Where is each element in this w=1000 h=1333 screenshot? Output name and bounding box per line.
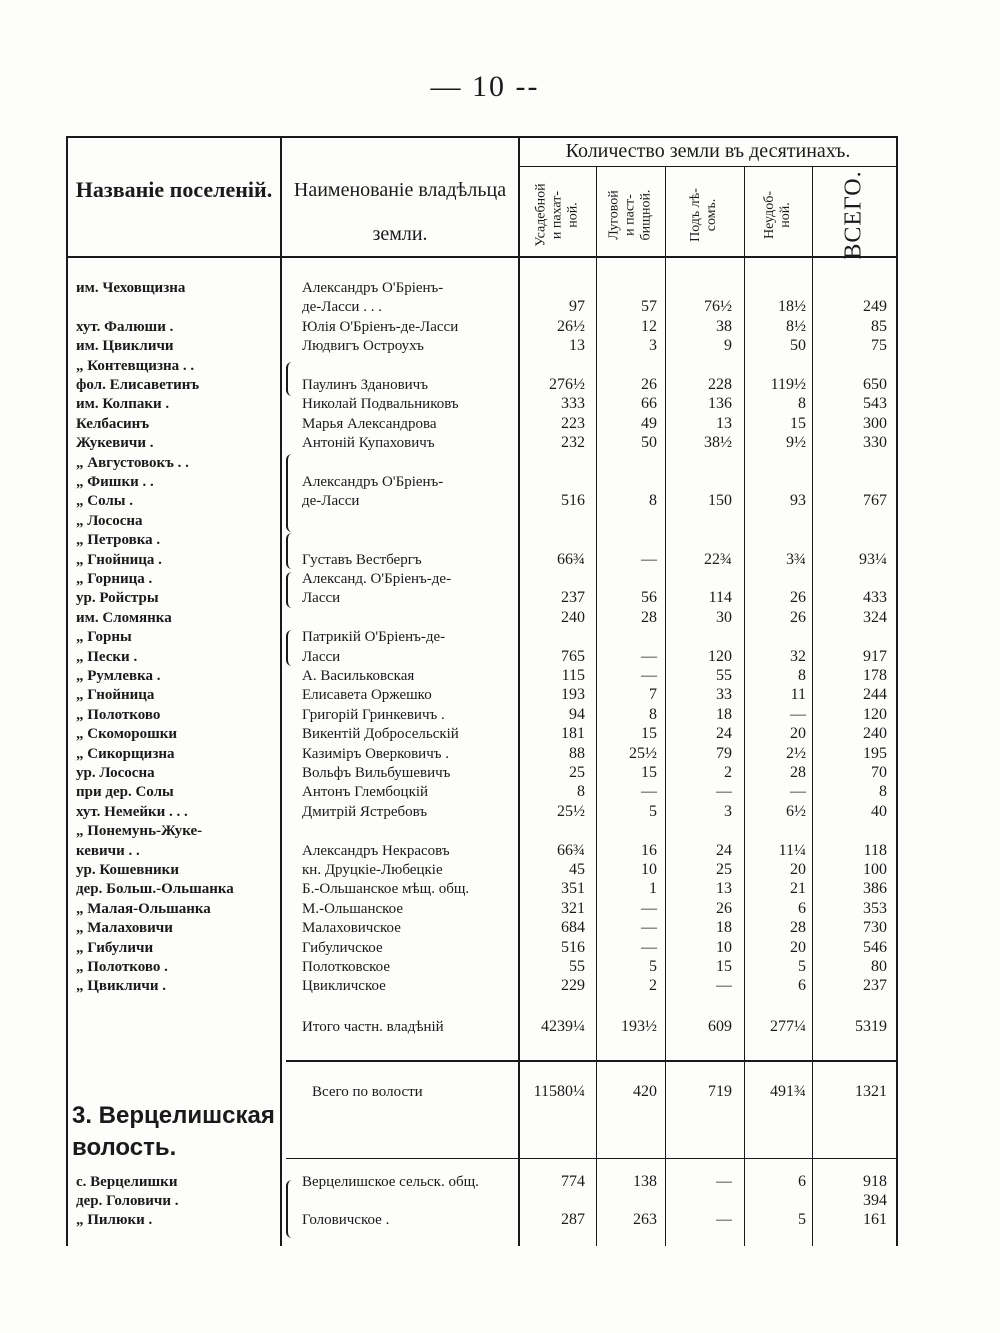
cell-owner: Густавъ Вестбергъ xyxy=(302,551,422,568)
table-row xyxy=(0,666,1000,686)
cell-settlement: „ Полотково xyxy=(76,706,161,723)
cell-owner: Вольфъ Вильбушевичъ xyxy=(302,765,451,781)
cell-arable: 229 xyxy=(561,977,585,995)
cell-meadow: 16 xyxy=(641,841,657,859)
cell-forest: 609 xyxy=(708,1018,732,1035)
cell-settlement: фол. Елисаветинъ xyxy=(76,377,200,393)
cell-arable: 333 xyxy=(561,395,585,413)
cell-settlement: „ Гнойница xyxy=(76,687,155,704)
cell-owner: Григорій Гринкевичъ . xyxy=(302,706,445,723)
cell-meadow: 420 xyxy=(633,1083,657,1100)
table-row xyxy=(0,375,1000,395)
cell-total: 5319 xyxy=(855,1018,887,1035)
table-row xyxy=(0,685,1000,705)
cell-unusable: 8 xyxy=(798,395,806,413)
cell-settlement: „ Лососна xyxy=(76,512,143,529)
cell-owner: Гибуличское xyxy=(302,939,383,956)
cell-total: 244 xyxy=(863,686,887,704)
cell-forest: 120 xyxy=(708,647,732,665)
cell-settlement: ур. Ройстры xyxy=(76,590,159,607)
cell-owner: Елисавета Оржешко xyxy=(302,687,432,704)
table-row xyxy=(0,1191,1000,1211)
cell-arable: 25 xyxy=(569,764,585,781)
cell-total: 178 xyxy=(863,667,887,684)
cell-meadow: 15 xyxy=(641,725,657,743)
cell-meadow: 7 xyxy=(649,686,657,704)
table-row xyxy=(0,453,1000,473)
cell-arable: 26½ xyxy=(557,317,585,335)
cell-forest: — xyxy=(716,1211,732,1228)
cell-forest: 13 xyxy=(716,414,732,432)
cell-unusable: 21 xyxy=(790,880,806,898)
cell-owner: Казиміръ Оверковичъ . xyxy=(302,745,450,762)
cell-owner: кн. Друцкіе-Любецкіе xyxy=(302,862,443,878)
cell-settlement: ур. Лососна xyxy=(76,765,155,781)
cell-unusable: 20 xyxy=(790,938,806,956)
cell-arable: 774 xyxy=(561,1173,585,1190)
cell-meadow: 5 xyxy=(649,958,657,975)
cell-owner: Викентій Добросельскій xyxy=(302,726,459,743)
section-title: 3. Верцелишская волость. xyxy=(72,1102,275,1161)
cell-settlement: при дер. Солы xyxy=(76,784,174,801)
table-row xyxy=(0,841,1000,861)
cell-unusable: 11 xyxy=(790,686,806,704)
cell-settlement: „ Малаховичи xyxy=(76,920,173,937)
cell-forest: 55 xyxy=(716,667,732,684)
cell-arable: 516 xyxy=(561,492,585,510)
cell-settlement: „ Горны xyxy=(76,629,132,646)
cell-arable: 45 xyxy=(569,861,585,878)
cell-owner: Антоній Купаховичъ xyxy=(302,435,435,452)
cell-settlement: кевичи . . xyxy=(76,842,140,859)
cell-meadow: 138 xyxy=(633,1173,657,1190)
cell-unusable: 6½ xyxy=(786,802,806,820)
cell-settlement: „ Скоморошки xyxy=(76,726,178,743)
cell-unusable: 8 xyxy=(798,667,806,684)
cell-unusable: 15 xyxy=(790,414,806,432)
cell-owner: Александ. О'Бріенъ-де- xyxy=(302,571,452,587)
table-row xyxy=(0,588,1000,608)
cell-forest: 136 xyxy=(708,395,732,413)
cell-settlement: „ Августовокъ . . xyxy=(76,454,189,471)
cell-unusable: 5 xyxy=(798,1211,806,1228)
header-col-meadow: Луговой и паст- бищной. xyxy=(606,189,654,240)
cell-total: 85 xyxy=(871,317,887,335)
volost-total-label: Всего по волости xyxy=(312,1084,423,1100)
cell-meadow: — xyxy=(641,938,657,956)
cell-unusable: 26 xyxy=(790,589,806,607)
cell-owner: Б.-Ольшанское мѣщ. общ. xyxy=(302,881,470,898)
cell-arable: 115 xyxy=(561,667,585,684)
table-row xyxy=(0,433,1000,453)
cell-settlement: „ Гнойница . xyxy=(76,551,162,568)
cell-settlement: Жукевичи . xyxy=(76,435,154,452)
table-row xyxy=(0,938,1000,958)
cell-owner: Дмитрій Ястребовъ xyxy=(302,803,428,820)
cell-arable: 4239¼ xyxy=(541,1018,585,1035)
cell-unusable: — xyxy=(790,783,806,801)
cell-owner: А. Васильковская xyxy=(302,668,415,684)
cell-total: 75 xyxy=(871,337,887,355)
cell-unusable: 6 xyxy=(798,899,806,917)
cell-unusable: 491¾ xyxy=(770,1083,806,1100)
cell-owner: де-Ласси xyxy=(302,493,360,510)
private-total-label: Итого частн. владѣній xyxy=(302,1019,444,1035)
cell-forest: 18 xyxy=(716,705,732,723)
cell-unusable: 20 xyxy=(790,725,806,743)
cell-owner: Александръ О'Бріенъ- xyxy=(302,474,444,490)
cell-unusable: 2½ xyxy=(786,744,806,762)
header-quantity: Количество земли въ десятинахъ. xyxy=(565,140,851,162)
cell-meadow: 263 xyxy=(633,1211,657,1228)
cell-forest: 9 xyxy=(724,337,732,355)
header-col-arable: Усадебной и пахат- ной. xyxy=(534,182,581,247)
table-row xyxy=(0,608,1000,628)
table-row xyxy=(0,550,1000,570)
cell-settlement: им. Цвикличи xyxy=(76,338,174,355)
cell-owner: М.-Ольшанское xyxy=(302,900,404,917)
cell-settlement: „ Понемунь-Жуке- xyxy=(76,823,203,840)
cell-settlement: Келбасинъ xyxy=(76,415,150,432)
cell-settlement: дер. Больш.-Ольшанка xyxy=(76,881,234,898)
cell-total: 161 xyxy=(863,1211,887,1228)
cell-settlement: „ Горница . xyxy=(76,571,153,587)
cell-unusable: 6 xyxy=(798,1173,806,1190)
private-total-divider xyxy=(286,1060,898,1062)
cell-owner: Марья Александрова xyxy=(302,415,437,432)
cell-settlement: дер. Головичи . xyxy=(76,1193,179,1209)
cell-forest: 24 xyxy=(716,841,732,859)
table-row xyxy=(0,297,1000,317)
cell-total: 386 xyxy=(863,880,887,898)
cell-arable: 223 xyxy=(561,414,585,432)
cell-owner: Людвигъ Остроухъ xyxy=(302,338,424,355)
cell-arable: 351 xyxy=(561,880,585,898)
table-row xyxy=(0,899,1000,919)
cell-meadow: — xyxy=(641,647,657,665)
cell-total: 1321 xyxy=(855,1083,887,1100)
table-row xyxy=(0,394,1000,414)
cell-owner: Ласси xyxy=(302,590,341,607)
table-row xyxy=(0,336,1000,356)
cell-forest: 228 xyxy=(708,376,732,393)
cell-total: 249 xyxy=(863,298,887,316)
cell-forest: 10 xyxy=(716,938,732,956)
cell-owner: де-Ласси . . . xyxy=(302,299,382,316)
cell-arable: 684 xyxy=(561,919,585,937)
quantity-header-divider xyxy=(520,166,898,167)
header-settlement: Названіе поселеній. xyxy=(75,177,273,202)
cell-arable: 66¾ xyxy=(557,841,585,859)
cell-unusable: 9½ xyxy=(786,434,806,452)
cell-unusable: 20 xyxy=(790,861,806,878)
cell-settlement: им. Сломянка xyxy=(76,609,172,626)
cell-meadow: 25½ xyxy=(629,744,657,762)
cell-arable: 66¾ xyxy=(557,550,585,568)
cell-forest: 33 xyxy=(716,686,732,704)
table-row xyxy=(0,705,1000,725)
cell-forest: — xyxy=(716,783,732,801)
cell-meadow: 2 xyxy=(649,977,657,995)
cell-meadow: 56 xyxy=(641,589,657,607)
cell-arable: 8 xyxy=(577,783,585,801)
cell-meadow: 28 xyxy=(641,608,657,626)
cell-settlement: „ Малая-Ольшанка xyxy=(76,900,211,917)
cell-meadow: 26 xyxy=(641,376,657,393)
cell-total: 917 xyxy=(863,647,887,665)
cell-unusable: 28 xyxy=(790,764,806,781)
table-row xyxy=(0,627,1000,647)
table-row xyxy=(0,821,1000,841)
cell-settlement: „ Петровка . xyxy=(76,532,161,549)
private-total-row xyxy=(0,1017,1000,1037)
cell-meadow: 10 xyxy=(641,861,657,878)
table-row xyxy=(0,724,1000,744)
cell-unusable: 50 xyxy=(790,337,806,355)
table-row xyxy=(0,472,1000,492)
cell-total: 237 xyxy=(863,977,887,995)
cell-owner: Патрикій О'Бріенъ-де- xyxy=(302,629,446,646)
cell-arable: 25½ xyxy=(557,802,585,820)
header-col-unusable: Неудоб- ной. xyxy=(762,190,794,239)
cell-settlement: „ Гибуличи xyxy=(76,939,154,956)
cell-unusable: 277¼ xyxy=(770,1018,806,1035)
cell-settlement: „ Румлевка . xyxy=(76,668,161,684)
cell-total: 70 xyxy=(871,764,887,781)
table-row xyxy=(0,491,1000,511)
table-row xyxy=(0,879,1000,899)
cell-total: 240 xyxy=(863,725,887,743)
cell-settlement: „ Солы . xyxy=(76,493,134,510)
header-col-forest: Подъ лѣ- сомъ. xyxy=(688,187,720,242)
cell-total: 433 xyxy=(863,589,887,607)
cell-total: 767 xyxy=(863,492,887,510)
table-row xyxy=(0,860,1000,880)
cell-settlement: им. Чеховщизна xyxy=(76,280,186,296)
cell-owner: Верцелишское сельск. общ. xyxy=(302,1174,479,1190)
cell-settlement: хут. Немейки . . . xyxy=(76,803,188,820)
cell-meadow: 12 xyxy=(641,317,657,335)
cell-owner: Николай Подвальниковъ xyxy=(302,396,459,413)
cell-arable: 276½ xyxy=(549,376,585,393)
cell-meadow: — xyxy=(641,919,657,937)
cell-forest: 76½ xyxy=(704,298,732,316)
cell-arable: 94 xyxy=(569,705,585,723)
cell-total: 300 xyxy=(863,414,887,432)
cell-arable: 193 xyxy=(561,686,585,704)
cell-forest: 38 xyxy=(716,317,732,335)
cell-forest: 38½ xyxy=(704,434,732,452)
cell-unusable: 6 xyxy=(798,977,806,995)
cell-settlement: „ Фишки . . xyxy=(76,474,154,490)
table-row xyxy=(0,569,1000,589)
cell-total: 353 xyxy=(863,899,887,917)
cell-unusable: 8½ xyxy=(786,317,806,335)
cell-owner: Полотковское xyxy=(302,959,391,975)
cell-arable: 516 xyxy=(561,938,585,956)
cell-meadow: — xyxy=(641,667,657,684)
cell-total: 730 xyxy=(863,919,887,937)
cell-meadow: 49 xyxy=(641,414,657,432)
cell-forest: 25 xyxy=(716,861,732,878)
cell-total: 93¼ xyxy=(859,550,887,568)
cell-meadow: 1 xyxy=(649,880,657,898)
volost-total-row xyxy=(0,1082,1000,1102)
cell-unusable: 5 xyxy=(798,958,806,975)
cell-forest: — xyxy=(716,1173,732,1190)
cell-meadow: 50 xyxy=(641,434,657,452)
cell-total: 40 xyxy=(871,802,887,820)
cell-owner: Малаховичское xyxy=(302,920,401,937)
volost-total-divider xyxy=(286,1158,898,1159)
cell-meadow: 8 xyxy=(649,492,657,510)
cell-forest: 150 xyxy=(708,492,732,510)
cell-meadow: 5 xyxy=(649,802,657,820)
cell-settlement: „ Пески . xyxy=(76,648,138,665)
cell-meadow: 66 xyxy=(641,395,657,413)
cell-total: 118 xyxy=(863,841,887,859)
cell-owner: Александръ О'Бріенъ- xyxy=(302,280,444,296)
cell-settlement: „ Пилюки . xyxy=(76,1212,153,1228)
table-row xyxy=(0,744,1000,764)
cell-forest: 15 xyxy=(716,958,732,975)
cell-meadow: — xyxy=(641,550,657,568)
cell-meadow: 15 xyxy=(641,764,657,781)
table-row xyxy=(0,918,1000,938)
table-row xyxy=(0,414,1000,434)
table-row xyxy=(0,1172,1000,1192)
cell-unusable: 11¼ xyxy=(778,841,806,859)
cell-total: 120 xyxy=(863,705,887,723)
cell-meadow: 3 xyxy=(649,337,657,355)
cell-arable: 88 xyxy=(569,744,585,762)
cell-unusable: 28 xyxy=(790,919,806,937)
cell-settlement: „ Контевщизна . . xyxy=(76,357,195,374)
table-row xyxy=(0,957,1000,977)
table-row xyxy=(0,782,1000,802)
cell-forest: 30 xyxy=(716,608,732,626)
cell-total: 8 xyxy=(879,783,887,801)
cell-meadow: 8 xyxy=(649,705,657,723)
cell-settlement: ур. Кошевники xyxy=(76,862,179,878)
cell-owner: Паулинъ Здановичъ xyxy=(302,377,428,393)
cell-total: 918 xyxy=(863,1173,887,1190)
cell-total: 100 xyxy=(863,861,887,878)
cell-owner: Головичское . xyxy=(302,1212,390,1228)
table-row xyxy=(0,511,1000,531)
cell-total: 546 xyxy=(863,938,887,956)
cell-unusable: 119½ xyxy=(770,376,806,393)
table-row xyxy=(0,317,1000,337)
cell-forest: 114 xyxy=(708,589,732,607)
cell-unusable: 18½ xyxy=(778,298,806,316)
cell-arable: 55 xyxy=(569,958,585,975)
table-row xyxy=(0,1210,1000,1230)
cell-arable: 321 xyxy=(561,899,585,917)
cell-forest: 3 xyxy=(724,802,732,820)
cell-meadow: 57 xyxy=(641,298,657,316)
cell-settlement: хут. Фалюши . xyxy=(76,318,174,335)
cell-arable: 13 xyxy=(569,337,585,355)
cell-forest: 2 xyxy=(724,764,732,781)
cell-arable: 97 xyxy=(569,298,585,316)
cell-unusable: 93 xyxy=(790,492,806,510)
cell-arable: 240 xyxy=(561,608,585,626)
cell-owner: Ласси xyxy=(302,648,341,665)
cell-forest: 13 xyxy=(716,880,732,898)
cell-forest: — xyxy=(716,977,732,995)
table-row xyxy=(0,647,1000,667)
table-row xyxy=(0,278,1000,298)
table-row xyxy=(0,976,1000,996)
header-col-total: ВСЕГО. xyxy=(841,169,868,260)
header-owner: Наименованіе владѣльца земли. xyxy=(293,179,507,245)
cell-total: 543 xyxy=(863,395,887,413)
cell-meadow: — xyxy=(641,899,657,917)
cell-arable: 232 xyxy=(561,434,585,452)
cell-settlement: „ Полотково . xyxy=(76,959,168,975)
page-number: — 10 -- xyxy=(430,70,540,103)
cell-forest: 24 xyxy=(716,725,732,743)
table-row xyxy=(0,530,1000,550)
cell-total: 650 xyxy=(863,376,887,393)
cell-owner: Александръ Некрасовъ xyxy=(302,842,450,859)
cell-unusable: 26 xyxy=(790,608,806,626)
cell-arable: 11580¼ xyxy=(533,1083,585,1100)
cell-settlement: им. Колпаки . xyxy=(76,396,170,413)
cell-forest: 18 xyxy=(716,919,732,937)
cell-settlement: с. Верцелишки xyxy=(76,1174,178,1190)
table-row xyxy=(0,802,1000,822)
cell-total: 324 xyxy=(863,608,887,626)
cell-owner: Антонъ Глембоцкій xyxy=(302,784,429,801)
cell-owner: Юлія О'Бріенъ-де-Ласси xyxy=(302,318,459,335)
cell-arable: 237 xyxy=(561,589,585,607)
cell-meadow: 193½ xyxy=(621,1018,657,1035)
cell-forest: 26 xyxy=(716,899,732,917)
cell-meadow: — xyxy=(641,783,657,801)
cell-unusable: 3¾ xyxy=(786,550,806,568)
cell-settlement: „ Сикорщизна xyxy=(76,745,175,762)
cell-total: 394 xyxy=(863,1192,887,1209)
cell-arable: 765 xyxy=(561,647,585,665)
cell-total: 80 xyxy=(871,958,887,975)
cell-arable: 181 xyxy=(561,725,585,743)
cell-owner: Цвикличское xyxy=(302,978,386,995)
cell-total: 330 xyxy=(863,434,887,452)
cell-forest: 79 xyxy=(716,744,732,762)
table-row xyxy=(0,356,1000,376)
cell-unusable: — xyxy=(790,705,806,723)
cell-arable: 287 xyxy=(561,1211,585,1228)
cell-unusable: 32 xyxy=(790,647,806,665)
cell-total: 195 xyxy=(863,744,887,762)
table-top-border xyxy=(66,136,898,138)
table-row xyxy=(0,763,1000,783)
cell-forest: 719 xyxy=(708,1083,732,1100)
cell-forest: 22¾ xyxy=(704,550,732,568)
cell-settlement: „ Цвикличи . xyxy=(76,978,166,995)
